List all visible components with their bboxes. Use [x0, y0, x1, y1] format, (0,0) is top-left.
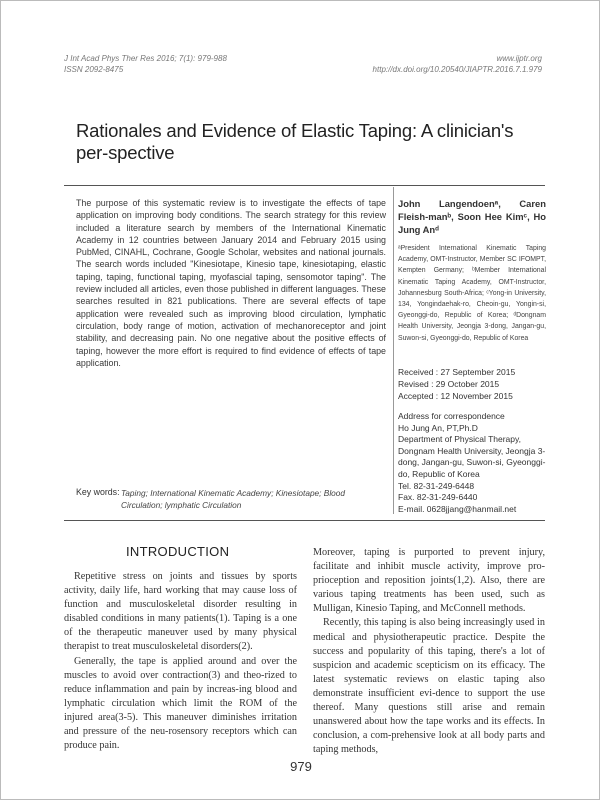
body-column-right — [313, 546, 545, 757]
journal-citation: J Int Acad Phys Ther Res 2016; 7(1): 979-988 — [64, 54, 227, 63]
body-column-left — [64, 570, 297, 753]
journal-header-left — [64, 53, 227, 75]
correspondence-block — [398, 411, 548, 515]
page-number: 979 — [290, 759, 312, 774]
paragraph: Moreover, taping is purported to prevent injury, facilitate and inhibit muscle activity, improve pro-prioception and reposition joints(1,2). Also, there are various taping treatments has been used, such as Mulligan, Kinesio Taping, and McConnell methods. — [313, 547, 545, 615]
article-dates — [398, 366, 548, 402]
paragraph: Recently, this taping is also being increasingly used in medical and physiotherapeutic practice. Despite the success and popularity of this taping, there's a lot of suspicion and academic scepticism on its efficacy. The latest systematic reviews on elastic taping also demonstrate insufficient evi-dence to support the use thereof. Many questions still arise and remain unanswered about how the tape works and its effects. In conclusion, a com-prehensive look at all body parts and taping methods, — [313, 617, 545, 756]
paragraph: Repetitive stress on joints and tissues by sports activity, daily life, hard working that may cause loss of function and musculoskeletal disorder resulting in disabled conditions in many patients(1). Taping is a one of the therapeutic maneuver used by many physical therapist to treat musculoskeletal disorders(2). — [64, 571, 297, 653]
accepted-date: Accepted : 12 November 2015 — [398, 391, 513, 401]
keywords-label: Key words: — [76, 487, 120, 497]
doi-link[interactable]: http://dx.doi.org/10.20540/JIAPTR.2016.7.1.979 — [372, 65, 542, 74]
section-heading-introduction: INTRODUCTION — [126, 544, 230, 559]
revised-date: Revised : 29 October 2015 — [398, 379, 500, 389]
column-divider — [393, 187, 394, 514]
correspondence-address: Department of Physical Therapy, Dongnam Health University, Jeongja 3-dong, Jangan-gu, Suwon-si, Gyeonggi-do, Republic of Korea — [398, 434, 546, 479]
received-date: Received : 27 September 2015 — [398, 367, 516, 377]
top-divider — [64, 185, 545, 186]
journal-header-right — [373, 53, 542, 75]
website-link[interactable]: www.ijptr.org — [496, 54, 542, 63]
correspondence-fax: Fax. 82-31-249-6440 — [398, 492, 478, 503]
correspondence-tel: Tel. 82-31-249-6448 — [398, 480, 475, 491]
issn: ISSN 2092-8475 — [64, 65, 124, 74]
article-title: Rationales and Evidence of Elastic Taping: A clinician's per-spective — [76, 120, 514, 163]
bottom-divider — [64, 520, 545, 521]
keywords-text: Taping; International Kinematic Academy; Kinesiotape; Blood Circulation; lymphatic Circulation — [121, 488, 345, 510]
correspondence-email[interactable]: E-mail. 0628jjang@hanmail.net — [398, 503, 517, 514]
paragraph: Generally, the tape is applied around and over the muscles to avoid over contraction(3) and theo-rized to reduce inflammation and pain by increas-ing blood and lymphatic circulation which limit the ROM of the injured area(3-5). This maneuver diminishes irritation and pressure of the neu-rosensory receptors which can produce pain. — [64, 655, 297, 752]
correspondence-name: Ho Jung An, PT,Ph.D — [398, 422, 478, 433]
affiliations: ᵃPresident International Kinematic Taping Academy, OMT-Instructor, Member SC IFOMPT, Kempten Germany; ᵇMember International Kinematic Taping Academy, OMT-Instructor, Johannesburg South-Africa; ᶜYong-in University, 134, Yongindaehak-ro, Cheoin-gu, Yongin-si, Gyeonggi-do, Republic of Korea; ᵈDongnam Health University, Jeongja 3-dong, Jangan-gu, Suwon-si, Gyeonggi-do, Republic of Korea — [398, 245, 546, 342]
correspondence-heading: Address for correspondence — [398, 411, 505, 421]
abstract-text: The purpose of this systematic review is to investigate the effects of tape application on improving body conditions. The search strategy for this review included a literature search by members of the International Kinematic Academy in 12 countries between January 2014 and February 2015 using PubMed, CINAHL, Cochrane, Google Scholar, websites and national journals. The search words included "Kinesiotape, Kinesio tape, kinesiotaping, elastic taping, taping, functional taping, myofascial taping, sensomotor taping". The review included all articles, even those published in different languages. These searches resulted in 821 publications. There are several effects of tape application were revealed such as improving blood circulation, lymphatic circulation, body range of motion, activation of mechanoreceptor and joint stability, and decreasing pain. No one negative about the positive effects of taping, however the more effort is required to find evidence of effects of tape application. — [76, 198, 386, 368]
author-list: John Langendoenᵃ, Caren Fleish-manᵇ, Soon Hee Kimᶜ, Ho Jung Anᵈ — [398, 198, 546, 235]
